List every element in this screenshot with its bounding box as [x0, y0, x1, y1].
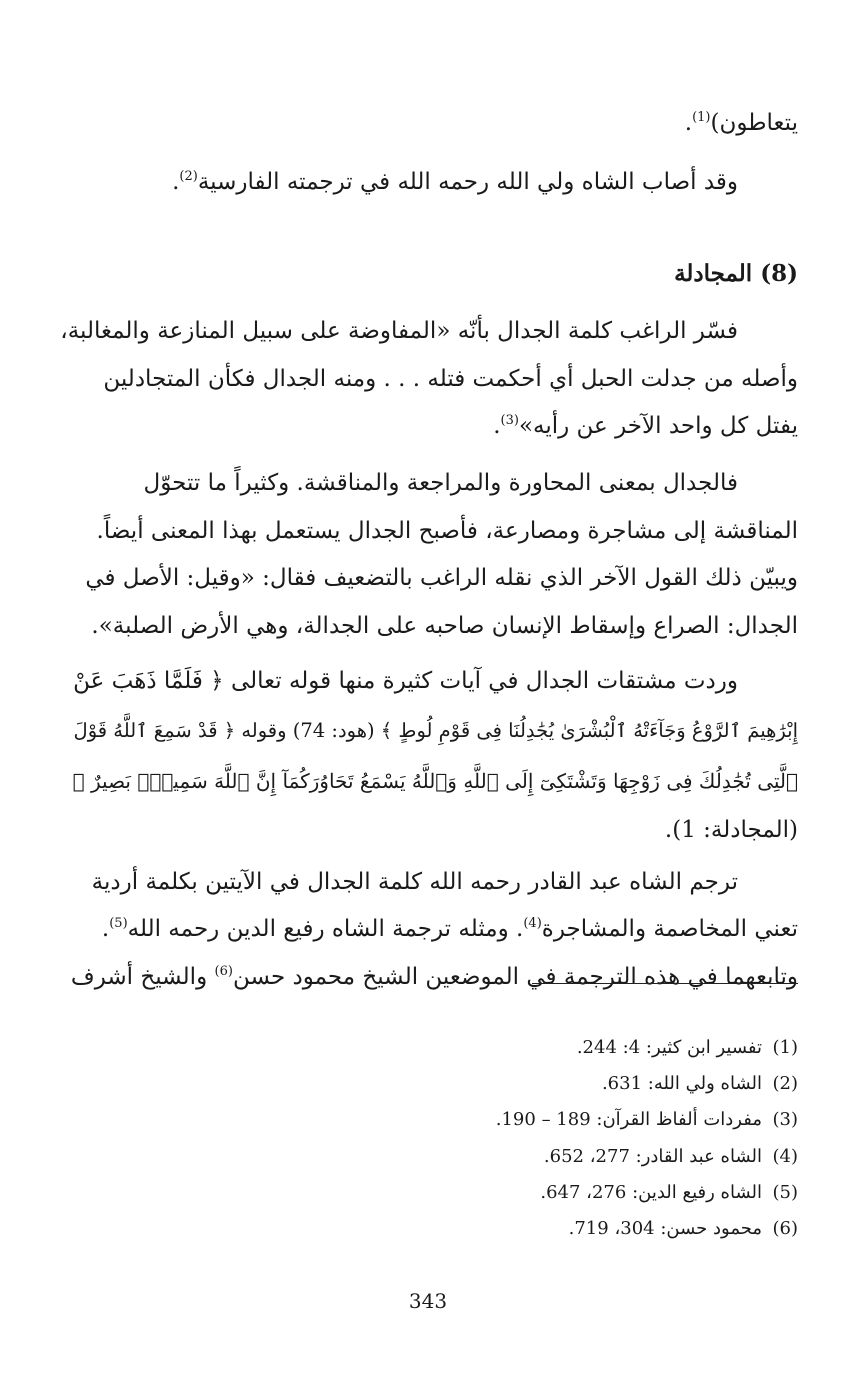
footnote-ref: (2) [179, 169, 198, 184]
footnote-number: (6) [772, 1218, 798, 1239]
body-line: ويبيّن ذلك القول الآخر الذي نقله الراغب بالتضعيف فقال: «وقيل: الأصل في [85, 565, 798, 591]
footnote-number: (1) [772, 1037, 798, 1058]
footnote-text: تفسير ابن كثير: 4: 244. [576, 1037, 762, 1058]
footnote-text: الشاه ولي الله: 631. [601, 1073, 762, 1094]
footnote-text: الشاه عبد القادر: 277، 652. [543, 1146, 762, 1167]
body-line: وردت مشتقات الجدال في آيات كثيرة منها قوله تعالى ﴿ فَلَمَّا ذَهَبَ عَنْ [73, 668, 738, 694]
body-line: الجدال: الصراع وإسقاط الإنسان صاحبه على الجدالة، وهي الأرض الصلبة». [91, 613, 798, 639]
footnote-ref: (5) [109, 916, 128, 931]
body-line: ترجم الشاه عبد القادر رحمه الله كلمة الجدال في الآيتين بكلمة أردية [91, 869, 738, 895]
body-line: إِبْرَٰهِيمَ ٱلرَّوْعُ وَجَآءَتْهُ ٱلْبُشْرَىٰ يُجَٰدِلُنَا فِى قَوْمِ لُوطٍ ﴾ (هود: 74) وقوله ﴿ قَدْ سَمِعَ ٱللَّهُ قَوْلَ [73, 719, 798, 742]
body-line: تعني المخاصمة والمشاجرة$^{(4)}$. ومثله ترجمة الشاه رفيع الدين رحمه الله$^{(5)}$. [101, 916, 798, 942]
section-heading: (8) المجادلة [674, 260, 798, 287]
body-line: يتعاطون)$^{(1)}$. [684, 110, 798, 136]
footnote [577, 1036, 798, 1060]
footnote [496, 1108, 798, 1132]
body-line: ٱلَّتِى تُجَٰدِلُكَ فِى زَوْجِهَا وَتَشْتَكِىٓ إِلَى ٱللَّهِ وَٱللَّهُ يَسْمَعُ تَحَاوُرَكُمَآ إِنَّ ٱللَّهَ سَمِيعٌۢ بَصِيرٌ ﴾ [72, 769, 798, 793]
body-line: فسّر الراغب كلمة الجدال بأنّه «المفاوضة على سبيل المنازعة والمغالبة، [60, 318, 738, 344]
footnote-divider [532, 983, 798, 984]
footnote-ref: (1) [692, 110, 711, 125]
footnote-number: (2) [772, 1073, 798, 1094]
footnote-number: (5) [772, 1182, 798, 1203]
footnote-ref: (6) [214, 964, 233, 979]
footnote-number: (3) [772, 1109, 798, 1130]
footnote-text: محمود حسن: 304، 719. [568, 1218, 762, 1239]
footnote-number: (4) [772, 1146, 798, 1167]
body-line: وأصله من جدلت الحبل أي أحكمت فتله . . . ومنه الجدال فكأن المتجادلين [103, 366, 798, 392]
body-line: (المجادلة: 1). [664, 817, 798, 843]
footnote-text: مفردات ألفاظ القرآن: 189 – 190. [495, 1109, 762, 1130]
body-line: يفتل كل واحد الآخر عن رأيه»$^{(3)}$. [493, 413, 798, 439]
page-number: 343 [408, 1289, 448, 1313]
body-line: وقد أصاب الشاه ولي الله رحمه الله في ترجمته الفارسية$^{(2)}$. [172, 169, 738, 195]
footnote-ref: (4) [523, 916, 542, 931]
footnote [569, 1217, 798, 1241]
body-line: المناقشة إلى مشاجرة ومصارعة، فأصبح الجدال يستعمل بهذا المعنى أيضاً. [96, 518, 798, 544]
body-line: فالجدال بمعنى المحاورة والمراجعة والمناقشة. وكثيراً ما تتحوّل [143, 470, 738, 496]
footnote [544, 1145, 798, 1169]
footnote [602, 1072, 798, 1096]
footnote-text: الشاه رفيع الدين: 276، 647. [540, 1182, 762, 1203]
footnote-ref: (3) [500, 413, 519, 428]
body-line: وتابعهما في هذه الترجمة في الموضعين الشيخ محمود حسن$^{(6)}$ والشيخ أشرف [70, 964, 798, 990]
footnote [540, 1181, 798, 1205]
